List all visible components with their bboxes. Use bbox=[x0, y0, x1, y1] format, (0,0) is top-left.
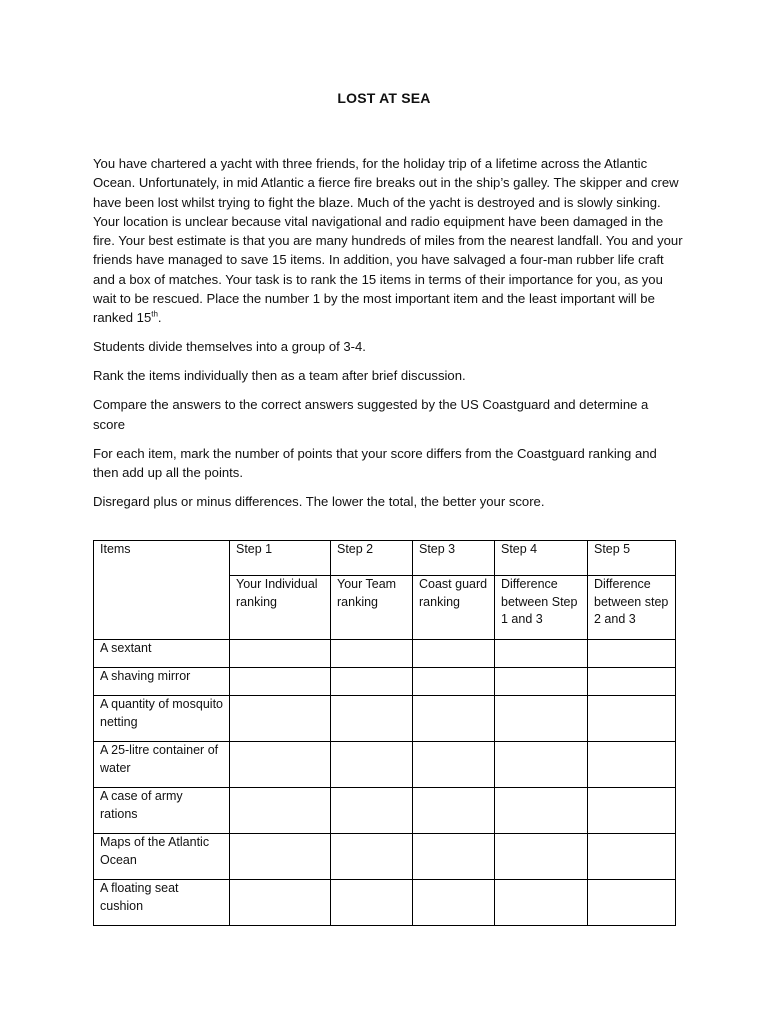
table-row bbox=[94, 742, 676, 788]
step-4-cell[interactable] bbox=[495, 640, 588, 668]
step-2-description: Your Team ranking bbox=[331, 576, 413, 640]
item-name: A 25-litre container of water bbox=[94, 742, 230, 788]
step-3-cell[interactable] bbox=[413, 696, 495, 742]
step-4-cell[interactable] bbox=[495, 834, 588, 880]
table-row bbox=[94, 668, 676, 696]
step-1-header: Step 1 bbox=[230, 541, 331, 576]
step-3-cell[interactable] bbox=[413, 880, 495, 926]
step-5-cell[interactable] bbox=[588, 880, 676, 926]
step-4-description: Difference between Step 1 and 3 bbox=[495, 576, 588, 640]
step-1-cell[interactable] bbox=[230, 834, 331, 880]
step-3-cell[interactable] bbox=[413, 788, 495, 834]
instruction-points: For each item, mark the number of points that your score differs from the Coastguard ranking and then add up all the points. bbox=[93, 445, 657, 481]
step-3-cell[interactable] bbox=[413, 668, 495, 696]
item-name: A sextant bbox=[94, 640, 230, 668]
step-4-cell[interactable] bbox=[495, 668, 588, 696]
ranking-table bbox=[93, 540, 676, 926]
step-5-cell[interactable] bbox=[588, 640, 676, 668]
instruction-rank: Rank the items individually then as a team after brief discussion. bbox=[93, 367, 466, 383]
step-2-header: Step 2 bbox=[331, 541, 413, 576]
item-name: A floating seat cushion bbox=[94, 880, 230, 926]
step-4-cell[interactable] bbox=[495, 880, 588, 926]
step-3-description: Coast guard ranking bbox=[413, 576, 495, 640]
step-1-description: Your Individual ranking bbox=[230, 576, 331, 640]
item-name: A shaving mirror bbox=[94, 668, 230, 696]
step-3-cell[interactable] bbox=[413, 834, 495, 880]
table-row bbox=[94, 834, 676, 880]
step-1-cell[interactable] bbox=[230, 788, 331, 834]
step-5-header: Step 5 bbox=[588, 541, 676, 576]
intro-end: . bbox=[157, 310, 162, 326]
item-name: A quantity of mosquito netting bbox=[94, 696, 230, 742]
step-4-header: Step 4 bbox=[495, 541, 588, 576]
step-2-cell[interactable] bbox=[331, 640, 413, 668]
instruction-group-size: Students divide themselves into a group of 3-4. bbox=[93, 338, 366, 354]
step-2-cell[interactable] bbox=[331, 788, 413, 834]
instruction-disregard: Disregard plus or minus differences. The lower the total, the better your score. bbox=[93, 494, 545, 510]
step-5-cell[interactable] bbox=[588, 668, 676, 696]
step-4-cell[interactable] bbox=[495, 788, 588, 834]
step-4-cell[interactable] bbox=[495, 742, 588, 788]
step-5-description: Difference between step 2 and 3 bbox=[588, 576, 676, 640]
page-title: LOST AT SEA bbox=[337, 90, 431, 106]
item-name: Maps of the Atlantic Ocean bbox=[94, 834, 230, 880]
step-2-cell[interactable] bbox=[331, 668, 413, 696]
table-row bbox=[94, 640, 676, 668]
step-3-cell[interactable] bbox=[413, 742, 495, 788]
step-1-cell[interactable] bbox=[230, 742, 331, 788]
table-row bbox=[94, 696, 676, 742]
item-name: A case of army rations bbox=[94, 788, 230, 834]
step-2-cell[interactable] bbox=[331, 834, 413, 880]
step-5-cell[interactable] bbox=[588, 742, 676, 788]
step-1-cell[interactable] bbox=[230, 696, 331, 742]
step-2-cell[interactable] bbox=[331, 742, 413, 788]
step-2-cell[interactable] bbox=[331, 880, 413, 926]
step-5-cell[interactable] bbox=[588, 696, 676, 742]
step-1-cell[interactable] bbox=[230, 880, 331, 926]
step-1-cell[interactable] bbox=[230, 640, 331, 668]
table-row bbox=[94, 880, 676, 926]
step-2-cell[interactable] bbox=[331, 696, 413, 742]
step-5-cell[interactable] bbox=[588, 834, 676, 880]
step-1-cell[interactable] bbox=[230, 668, 331, 696]
intro-paragraph bbox=[93, 154, 683, 328]
table-row bbox=[94, 788, 676, 834]
step-3-header: Step 3 bbox=[413, 541, 495, 576]
worksheet-content bbox=[93, 154, 683, 522]
step-5-cell[interactable] bbox=[588, 788, 676, 834]
step-4-cell[interactable] bbox=[495, 696, 588, 742]
intro-text: You have chartered a yacht with three friends, for the holiday trip of a lifetime across the Atlantic Ocean. Unfortunately, in mid Atlantic a fierce fire breaks out in the ship’s galley. The skipper and crew have been lost whilst trying to fight the blaze. Much of the yacht is destroyed and is slowly sinking. Your location is unclear because vital navigational and radio equipment have been damaged in the fire. Your best estimate is that you are many hundreds of miles from the nearest landfall. You and your friends have managed to save 15 items. In addition, you have salvaged a four-man rubber life craft and a box of matches. Your task is to rank the 15 items in terms of their importance for you, as you wait to be rescued. Place the number 1 by the most important item and the least important will be ranked 15 bbox=[93, 156, 683, 326]
ordinal-suffix: th bbox=[151, 310, 158, 320]
step-3-cell[interactable] bbox=[413, 640, 495, 668]
items-header: Items bbox=[94, 541, 230, 640]
table-header-row bbox=[94, 541, 676, 576]
instruction-compare: Compare the answers to the correct answers suggested by the US Coastguard and determine a score bbox=[93, 397, 649, 432]
